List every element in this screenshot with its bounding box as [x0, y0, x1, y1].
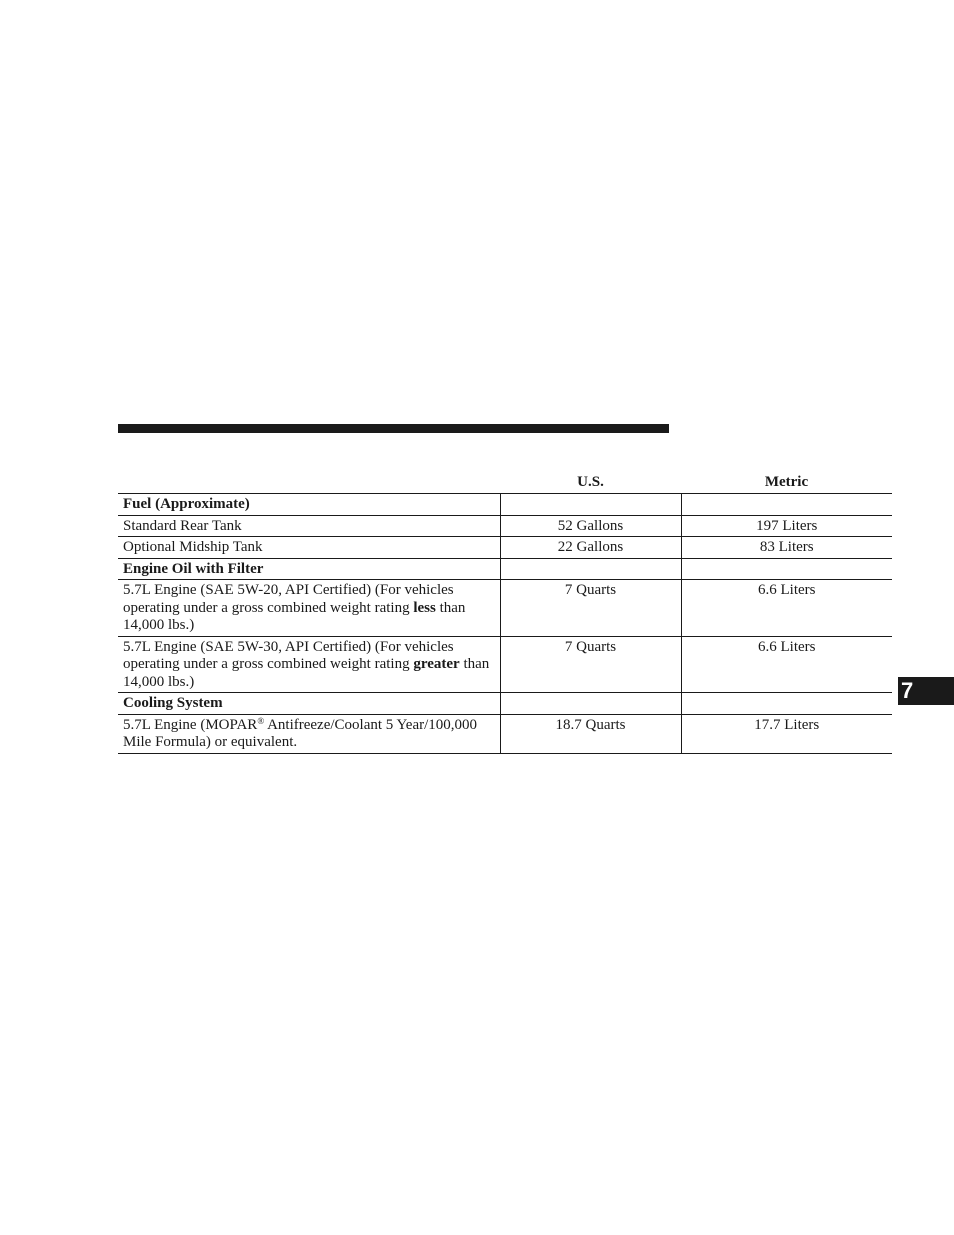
- row-us-value: 7 Quarts: [500, 580, 681, 637]
- row-label-text-end: than 14,000 lbs.): [123, 599, 466, 633]
- table-row-optional-midship-tank: [118, 537, 892, 559]
- row-label-text: 5.7L Engine (SAE 5W-30, API Certified) (For vehicles operating under a gross combined weight rating: [123, 638, 454, 672]
- row-us-value: 52 Gallons: [500, 515, 681, 537]
- table-row-cooling-section: [118, 693, 892, 715]
- row-metric-value: 197 Liters: [681, 515, 892, 537]
- fluid-capacities-table: [118, 493, 892, 754]
- row-label: [118, 580, 500, 637]
- row-label: Standard Rear Tank: [118, 515, 500, 537]
- row-metric-value: [681, 494, 892, 516]
- row-label-text-end: than 14,000 lbs.): [123, 656, 490, 690]
- column-header-us: U.S.: [577, 474, 604, 490]
- row-metric-value: 83 Liters: [681, 537, 892, 559]
- row-label-text: 5.7L Engine (SAE 5W-20, API Certified) (For vehicles operating under a gross combined weight rating: [123, 582, 454, 616]
- registered-mark: ®: [257, 715, 265, 726]
- row-label: Fuel (Approximate): [118, 494, 500, 516]
- row-us-value: 22 Gallons: [500, 537, 681, 559]
- row-us-value: 18.7 Quarts: [500, 714, 681, 753]
- table-row-standard-rear-tank: [118, 515, 892, 537]
- row-label-emphasis: greater: [413, 656, 460, 672]
- row-label: [118, 714, 500, 753]
- row-metric-value: 6.6 Liters: [681, 580, 892, 637]
- row-label: Engine Oil with Filter: [118, 558, 500, 580]
- row-metric-value: 17.7 Liters: [681, 714, 892, 753]
- row-metric-value: 6.6 Liters: [681, 636, 892, 693]
- row-metric-value: [681, 693, 892, 715]
- row-us-value: [500, 693, 681, 715]
- row-us-value: [500, 558, 681, 580]
- row-metric-value: [681, 558, 892, 580]
- row-label-text-end: Antifreeze/Coolant 5 Year/100,000 Mile Formula) or equivalent.: [123, 716, 478, 750]
- row-us-value: 7 Quarts: [500, 636, 681, 693]
- column-header-metric: Metric: [764, 474, 809, 490]
- row-label: Optional Midship Tank: [118, 537, 500, 559]
- row-us-value: [500, 494, 681, 516]
- table-row-oil-5w30: [118, 636, 892, 693]
- table-row-engine-oil-section: [118, 558, 892, 580]
- row-label-text: 5.7L Engine (MOPAR: [123, 716, 258, 733]
- column-headers: [118, 474, 892, 494]
- row-label: [118, 636, 500, 693]
- row-label-emphasis: less: [413, 599, 436, 616]
- row-label: Cooling System: [118, 693, 500, 715]
- section-rule: [118, 424, 669, 433]
- table-row-oil-5w20: [118, 580, 892, 637]
- table-row-coolant: [118, 714, 892, 753]
- chapter-tab: 7: [898, 677, 954, 705]
- table-row-fuel-section: [118, 494, 892, 516]
